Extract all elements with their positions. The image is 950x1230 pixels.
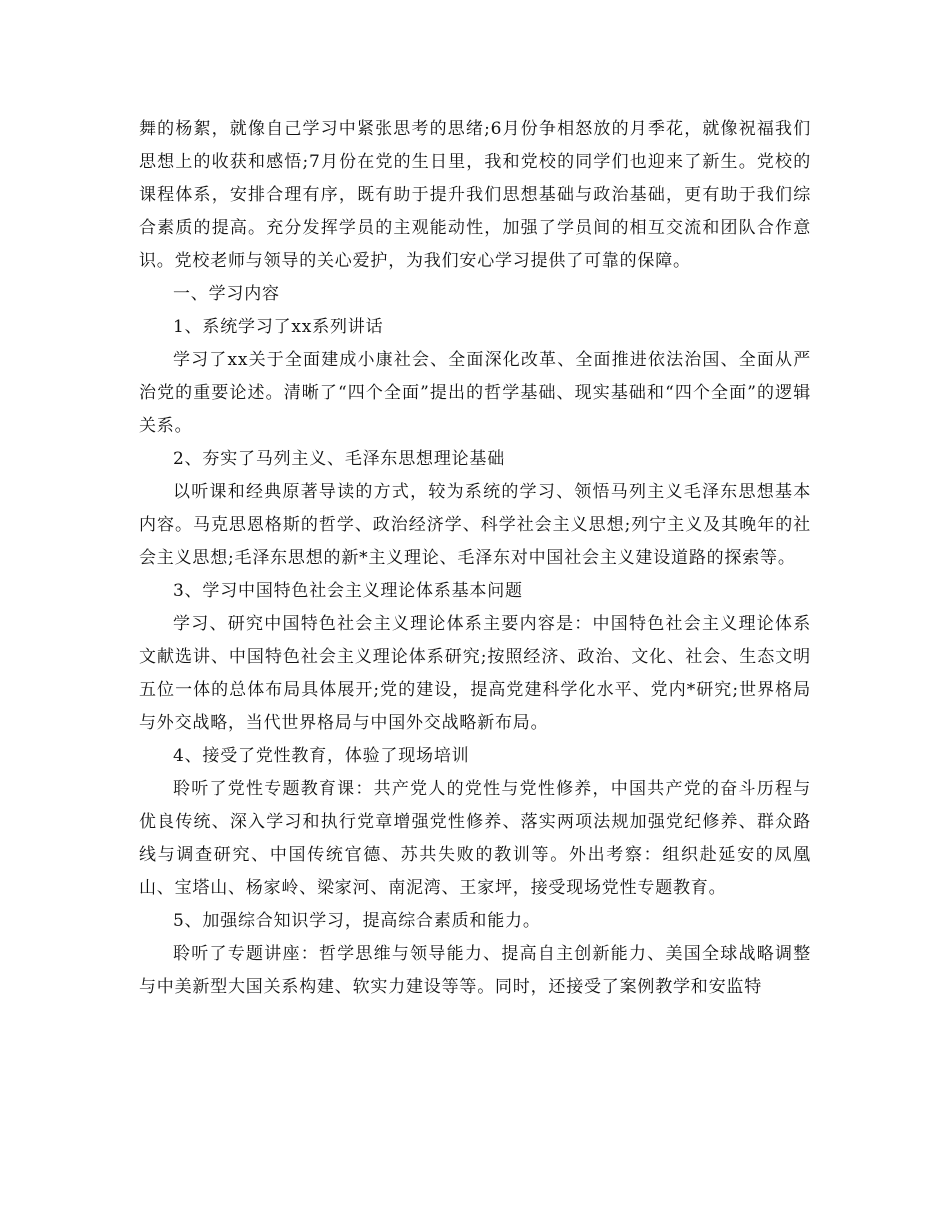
paragraph-intro: 舞的杨絮，就像自己学习中紧张思考的思绪;6月份争相怒放的月季花，就像祝福我们思想上的收获和感悟;7月份在党的生日里，我和党校的同学们也迎来了新生。党校的课程体系，安排合理有序，既有助于提升我们思想基础与政治基础，更有助于我们综合素质的提高。充分发挥学员的主观能动性，加强了学员间的相互交流和团队合作意识。党校老师与领导的关心爱护，为我们安心学习提供了可靠的保障。 [139, 119, 811, 271]
heading-study-content: 一、学习内容 [173, 284, 280, 304]
subheading-2: 2、夯实了马列主义、毛泽东思想理论基础 [173, 449, 506, 469]
subheading-3: 3、学习中国特色社会主义理论体系基本问题 [173, 581, 523, 601]
paragraph-1: 学习了xx关于全面建成小康社会、全面深化改革、全面推进依法治国、全面从严治党的重要论述。清晰了“四个全面”提出的哲学基础、现实基础和“四个全面”的逻辑关系。 [139, 350, 811, 436]
document-body [139, 113, 811, 1004]
paragraph-4: 聆听了党性专题教育课：共产党人的党性与党性修养，中国共产党的奋斗历程与优良传统、深入学习和执行党章增强党性修养、落实两项法规加强党纪修养、群众路线与调查研究、中国传统官德、苏共失败的教训等。外出考察：组织赴延安的凤凰山、宝塔山、杨家岭、梁家河、南泥湾、王家坪，接受现场党性专题教育。 [139, 779, 811, 898]
paragraph-5: 聆听了专题讲座：哲学思维与领导能力、提高自主创新能力、美国全球战略调整与中美新型大国关系构建、软实力建设等等。同时，还接受了案例教学和安监特 [139, 944, 811, 997]
subheading-1: 1、系统学习了xx系列讲话 [173, 317, 384, 337]
subheading-5: 5、加强综合知识学习，提高综合素质和能力。 [173, 911, 541, 931]
paragraph-2: 以听课和经典原著导读的方式，较为系统的学习、领悟马列主义毛泽东思想基本内容。马克思恩格斯的哲学、政治经济学、科学社会主义思想;列宁主义及其晚年的社会主义思想;毛泽东思想的新*主义理论、毛泽东对中国社会主义建设道路的探索等。 [139, 482, 811, 568]
subheading-4: 4、接受了党性教育，体验了现场培训 [173, 746, 470, 766]
paragraph-3: 学习、研究中国特色社会主义理论体系主要内容是：中国特色社会主义理论体系文献选讲、中国特色社会主义理论体系研究;按照经济、政治、文化、社会、生态文明五位一体的总体布局具体展开;党的建设，提高党建科学化水平、党内*研究;世界格局与外交战略，当代世界格局与中国外交战略新布局。 [139, 614, 811, 733]
